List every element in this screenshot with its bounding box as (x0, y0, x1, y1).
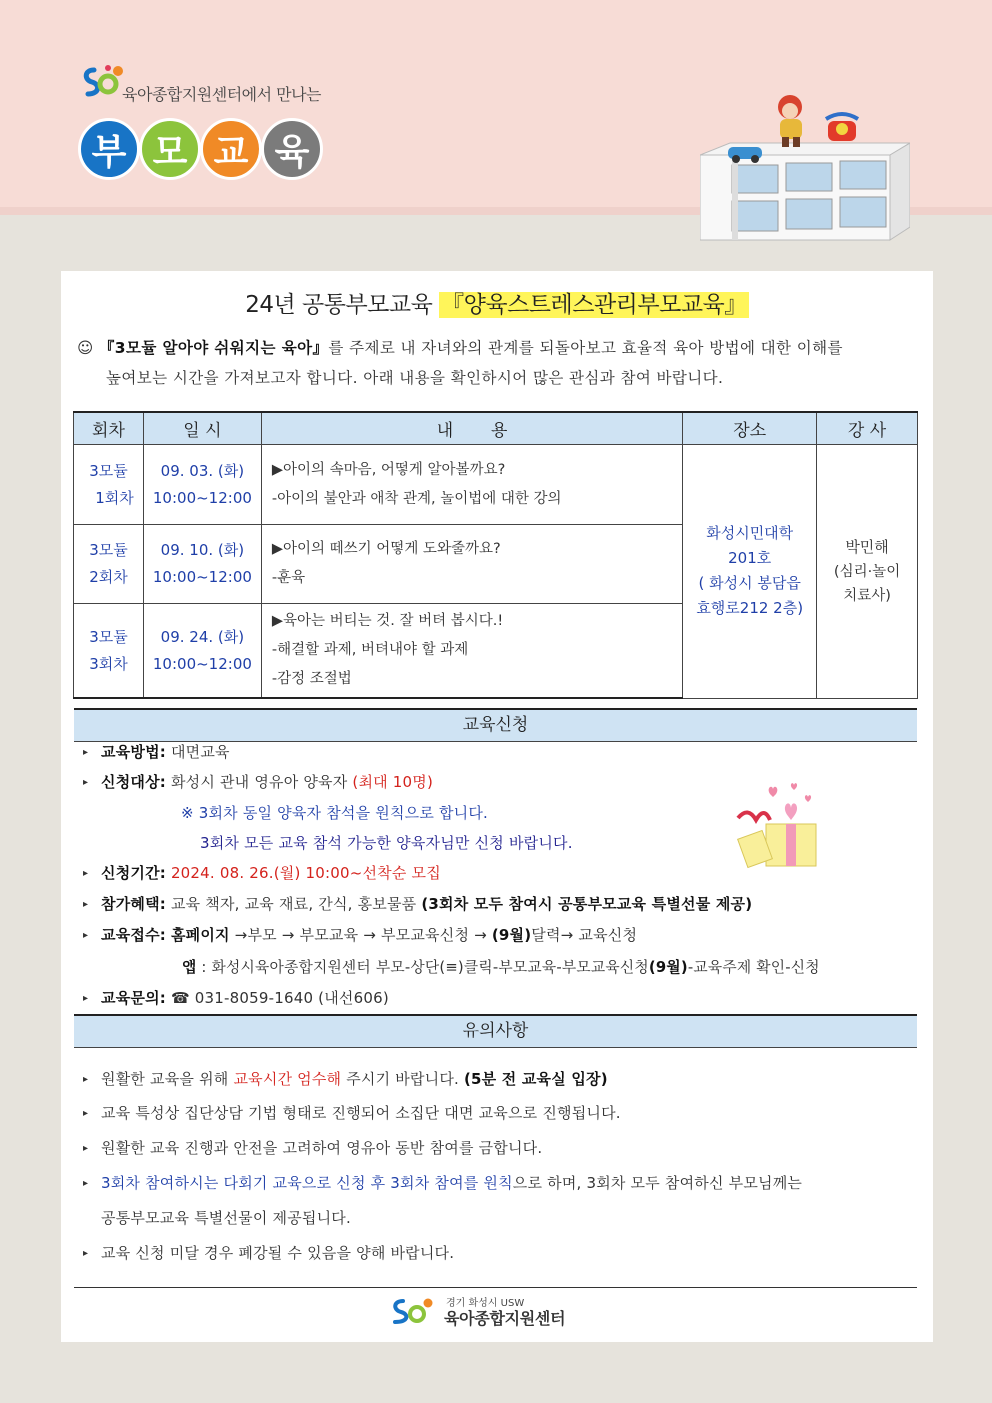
session-date: 09. 03. (화) (160, 461, 245, 480)
note-item (83, 1102, 621, 1123)
session-date: 09. 24. (화) (160, 627, 245, 646)
schedule-table (73, 411, 918, 699)
content-line: ▶아이의 떼쓰기 어떻게 도와줄까요? (271, 541, 501, 557)
teacher-role: (심리·놀이 (833, 563, 901, 580)
notice-document (61, 271, 933, 1342)
target-note-1: ※ 3회차 동일 양육자 참석을 원칙으로 합니다. (181, 804, 489, 822)
receipt-month: (9월) (491, 926, 532, 944)
session-number: 2회차 (89, 568, 128, 586)
intro-paragraph (77, 333, 919, 393)
receipt-app-end: -교육주제 확인-신청 (687, 959, 820, 976)
bullet-icon: ▸ (83, 777, 89, 788)
session-time: 10:00~12:00 (152, 654, 252, 673)
note-text: 교육 특성상 집단상담 기법 형태로 진행되어 소집단 대면 교육으로 진행됩니다. (101, 1104, 621, 1122)
apply-section-heading: 교육신청 (74, 708, 917, 742)
table-row (74, 445, 918, 525)
note-text: 교육 신청 미달 경우 폐강될 수 있음을 양해 바랍니다. (101, 1244, 455, 1262)
col-header-place: 장소 (683, 412, 817, 445)
toy-shelf-illustration (700, 95, 910, 245)
footer-logo-icon (389, 1296, 437, 1328)
bullet-icon: ▸ (83, 1178, 89, 1189)
benefit-highlight: (3회차 모두 참여시 공통부모교육 특별선물 제공) (421, 895, 753, 913)
place-line: 화성시민대학 (706, 524, 794, 543)
session-cell (74, 445, 144, 525)
bullet-icon: ▸ (83, 993, 89, 1004)
note-text: 원활한 교육을 위해 (101, 1070, 234, 1088)
note-item (83, 1172, 802, 1193)
session-cell (74, 525, 144, 604)
content-cell (261, 525, 682, 604)
receipt-end: 달력→ 교육신청 (531, 926, 638, 944)
intro-topic: 『3모듈 알아야 쉬워지는 육아』 (98, 339, 329, 357)
note-item-continued: 공통부모교육 특별선물이 제공됩니다. (101, 1209, 351, 1227)
receipt-app-month: (9월) (648, 959, 688, 976)
session-module: 3모듈 (89, 541, 128, 559)
notes-section-heading: 유의사항 (74, 1014, 917, 1048)
note-highlight: (5분 전 교육실 입장) (463, 1070, 608, 1088)
note-text: 원활한 교육 진행과 안전을 고려하여 영유아 동반 참여를 금합니다. (101, 1139, 543, 1157)
footer-center-name: 육아종합지원센터 (444, 1309, 566, 1328)
info-label: 교육방법: (101, 743, 166, 761)
session-module: 3모듈 (89, 461, 128, 480)
content-line: ▶육아는 버티는 것. 잘 버텨 봅시다.! (271, 613, 504, 629)
datetime-cell (143, 525, 261, 604)
content-line: ▶아이의 속마음, 어떻게 알아볼까요? (271, 461, 506, 478)
title-plain: 24년 공통부모교육 (245, 292, 440, 318)
bullet-icon: ▸ (83, 1074, 89, 1085)
bullet-icon: ▸ (83, 747, 89, 758)
note-highlight: 교육시간 엄수해 (233, 1070, 342, 1088)
bullet-icon: ▸ (83, 930, 89, 941)
info-label: 참가혜택: (101, 895, 166, 913)
content-line: -훈육 (271, 570, 306, 586)
receipt-path: →부모 → 부모교육 → 부모교육신청 → (229, 926, 492, 944)
note-text: 으로 하며, 3회차 모두 참여하신 부모님께는 (512, 1174, 803, 1192)
apply-inquiry (83, 987, 389, 1008)
bullet-icon: ▸ (83, 1108, 89, 1119)
teacher-cell (817, 445, 918, 699)
footer-divider (74, 1287, 917, 1288)
info-value: 대면교육 (170, 743, 230, 761)
table-header-row (74, 412, 918, 445)
phone-number: ☎ 031-8059-1640 (내선606) (170, 989, 389, 1007)
session-date: 09. 10. (화) (160, 541, 245, 559)
info-value: 화성시 관내 영유아 양육자 (170, 773, 353, 791)
bullet-icon: ▸ (83, 1143, 89, 1154)
session-number: 3회차 (89, 654, 128, 673)
session-time: 10:00~12:00 (152, 568, 252, 586)
header-subtitle: 육아종합지원센터에서 만나는 (122, 85, 322, 104)
note-item (83, 1137, 542, 1158)
intro-text-line2: 높여보는 시간을 가져보고자 합니다. 아래 내용을 확인하시어 많은 관심과 참여 바랍니다. (106, 369, 724, 387)
gift-icon (728, 776, 828, 871)
content-cell (261, 604, 682, 699)
content-cell (261, 445, 682, 525)
footer-city-label: 경기 화성시 USW (446, 1298, 525, 1309)
header-title-bubbles (78, 118, 322, 180)
intro-text: 를 주제로 내 자녀와의 관계를 되돌아보고 효율적 육아 방법에 대한 이해를 (328, 339, 843, 357)
content-line: -아이의 불안과 애착 관계, 놀이법에 대한 강의 (271, 490, 562, 507)
col-header-teacher: 강 사 (817, 412, 918, 445)
session-number: 1회차 (95, 488, 134, 507)
target-note-2: 3회차 모든 교육 참석 가능한 양육자님만 신청 바랍니다. (200, 834, 573, 852)
title-bubble-2: 모 (139, 118, 201, 180)
center-logo-icon (80, 62, 126, 102)
apply-method (83, 741, 230, 762)
smile-icon: ☺ (77, 339, 94, 357)
title-bubble-4: 육 (261, 118, 323, 180)
note-item (83, 1242, 454, 1263)
teacher-name: 박민해 (845, 537, 889, 556)
datetime-cell (143, 604, 261, 699)
place-line: 201호 (728, 549, 772, 568)
info-label: 신청기간: (101, 864, 166, 882)
bullet-icon: ▸ (83, 899, 89, 910)
note-text: 주시기 바랍니다. (341, 1070, 464, 1088)
apply-receipt (83, 924, 637, 945)
info-value: 2024. 08. 26.(월) 10:00~선착순 모집 (170, 864, 441, 882)
content-line: -해결할 과제, 버텨내야 할 과제 (271, 642, 469, 658)
datetime-cell (143, 445, 261, 525)
note-highlight: 3회차 참여하시는 다회기 교육으로 신청 후 3회차 참여를 원칙 (101, 1174, 513, 1192)
col-header-content: 내 용 (261, 412, 682, 445)
receipt-app-path: : 화성시육아종합지원센터 부모-상단(≡)클릭-부모교육-부모교육신청 (196, 959, 649, 976)
apply-target (83, 771, 433, 792)
col-header-session: 회차 (74, 412, 144, 445)
place-cell (683, 445, 817, 699)
bullet-icon: ▸ (83, 868, 89, 879)
title-bubble-1: 부 (78, 118, 140, 180)
session-module: 3모듈 (89, 627, 128, 646)
receipt-homepage: 홈페이지 (170, 926, 230, 944)
col-header-datetime: 일 시 (143, 412, 261, 445)
content-line: -감정 조절법 (271, 671, 352, 687)
info-label: 교육문의: (101, 989, 166, 1007)
place-line: 효행로212 2층) (696, 599, 804, 618)
place-line: ( 화성시 봉담읍 (698, 574, 801, 593)
page-title (61, 286, 933, 319)
target-limit: (최대 10명) (352, 773, 434, 791)
apply-benefit (83, 893, 752, 914)
apply-receipt-app (182, 956, 820, 977)
teacher-role: 치료사) (843, 587, 891, 604)
title-bubble-3: 교 (200, 118, 262, 180)
title-highlight: 『양육스트레스관리부모교육』 (441, 292, 747, 318)
bullet-icon: ▸ (83, 1248, 89, 1259)
receipt-app-label: 앱 (182, 959, 197, 976)
info-label: 교육접수: (101, 926, 166, 944)
info-value: 교육 책자, 교육 재료, 간식, 홍보물품 (170, 895, 422, 913)
session-time: 10:00~12:00 (152, 488, 252, 507)
apply-period (83, 862, 441, 883)
info-label: 신청대상: (101, 773, 166, 791)
note-item (83, 1068, 608, 1089)
session-cell (74, 604, 144, 699)
